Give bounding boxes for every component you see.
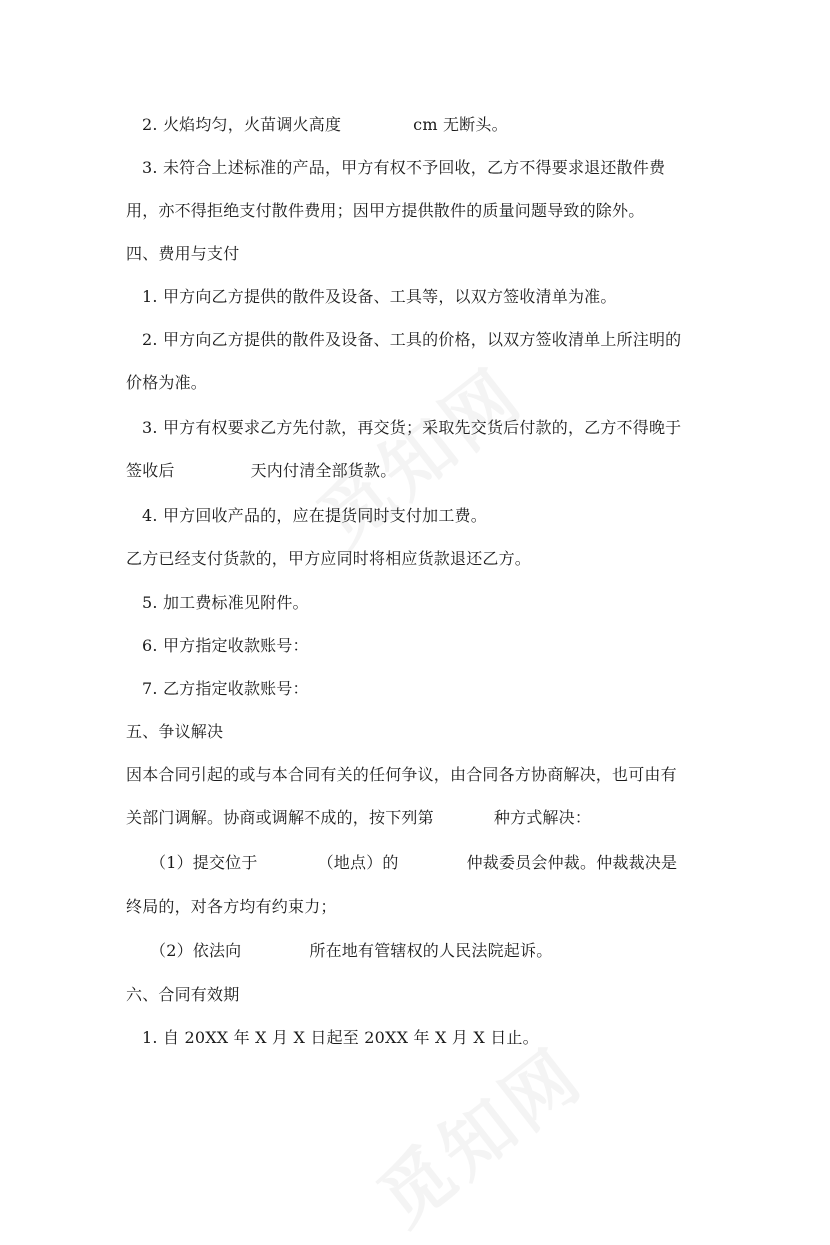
clause-text: 关部门调解。协商或调解不成的，按下列第: [126, 808, 434, 827]
clause-text: 种方式解决：: [493, 808, 592, 827]
clause-line: [126, 200, 644, 222]
section-heading: [126, 243, 239, 265]
clause-line: [142, 635, 309, 657]
clause-line: [142, 329, 681, 351]
clause-line: [150, 940, 552, 962]
heading-text: 六、合同有效期: [126, 985, 240, 1004]
section-heading: [126, 984, 239, 1006]
clause-line: [142, 678, 309, 700]
clause-text: 3. 甲方有权要求乙方先付款，再交货；采取先交货后付款的，乙方不得晚于: [142, 418, 682, 437]
clause-text: 乙方已经支付货款的，甲方应同时将相应货款退还乙方。: [126, 549, 532, 568]
clause-line: [126, 548, 531, 570]
watermark: [293, 339, 541, 565]
clause-text: 价格为准。: [126, 373, 208, 392]
clause-text: 签收后: [126, 461, 175, 480]
clause-text: 1. 甲方向乙方提供的散件及设备、工具等，以双方签收清单为准。: [142, 287, 617, 306]
heading-text: 五、争议解决: [126, 722, 224, 741]
watermark: [353, 1019, 601, 1245]
clause-text: 1. 自 20XX 年 X 月 X 日起至 20XX 年 X 月 X 日止。: [142, 1028, 539, 1047]
clause-text: （1）提交位于: [150, 853, 258, 872]
clause-line: [126, 460, 396, 482]
clause-text: 2. 火焰均匀，火苗调火高度: [142, 115, 342, 134]
section-heading: [126, 721, 223, 743]
clause-text: 2. 甲方向乙方提供的散件及设备、工具的价格，以双方签收清单上所注明的: [142, 330, 682, 349]
clause-text: 7. 乙方指定收款账号：: [142, 679, 309, 698]
clause-text: 终局的，对各方均有约束力；: [126, 897, 337, 916]
heading-text: 四、费用与支付: [126, 244, 240, 263]
clause-text: （2）依法向: [150, 941, 242, 960]
clause-text: cm 无断头。: [413, 115, 508, 134]
clause-text: 仲裁委员会仲裁。仲裁裁决是: [466, 853, 678, 872]
clause-text: 天内付清全部货款。: [250, 461, 397, 480]
clause-line: [126, 896, 337, 918]
clause-line: [142, 417, 681, 439]
clause-line: [126, 372, 207, 394]
clause-line: [142, 114, 508, 136]
clause-text: 6. 甲方指定收款账号：: [142, 636, 309, 655]
clause-line: [150, 852, 677, 874]
clause-text: 4. 甲方回收产品的，应在提货同时支付加工费。: [142, 506, 487, 525]
clause-line: [142, 286, 617, 308]
clause-line: [142, 157, 665, 179]
clause-line: [126, 807, 591, 829]
clause-line: [142, 592, 309, 614]
clause-line: [126, 764, 677, 786]
clause-text: 所在地有管辖权的人民法院起诉。: [309, 941, 553, 960]
clause-text: 因本合同引起的或与本合同有关的任何争议，由合同各方协商解决，也可由有: [126, 765, 677, 784]
clause-text: 5. 加工费标准见附件。: [142, 593, 309, 612]
clause-line: [142, 1027, 539, 1049]
clause-text: 3. 未符合上述标准的产品，甲方有权不予回收，乙方不得要求退还散件费: [142, 158, 666, 177]
clause-text: 用，亦不得拒绝支付散件费用；因甲方提供散件的质量问题导致的除外。: [126, 201, 645, 220]
clause-line: [142, 505, 487, 527]
clause-text: （地点）的: [317, 853, 399, 872]
